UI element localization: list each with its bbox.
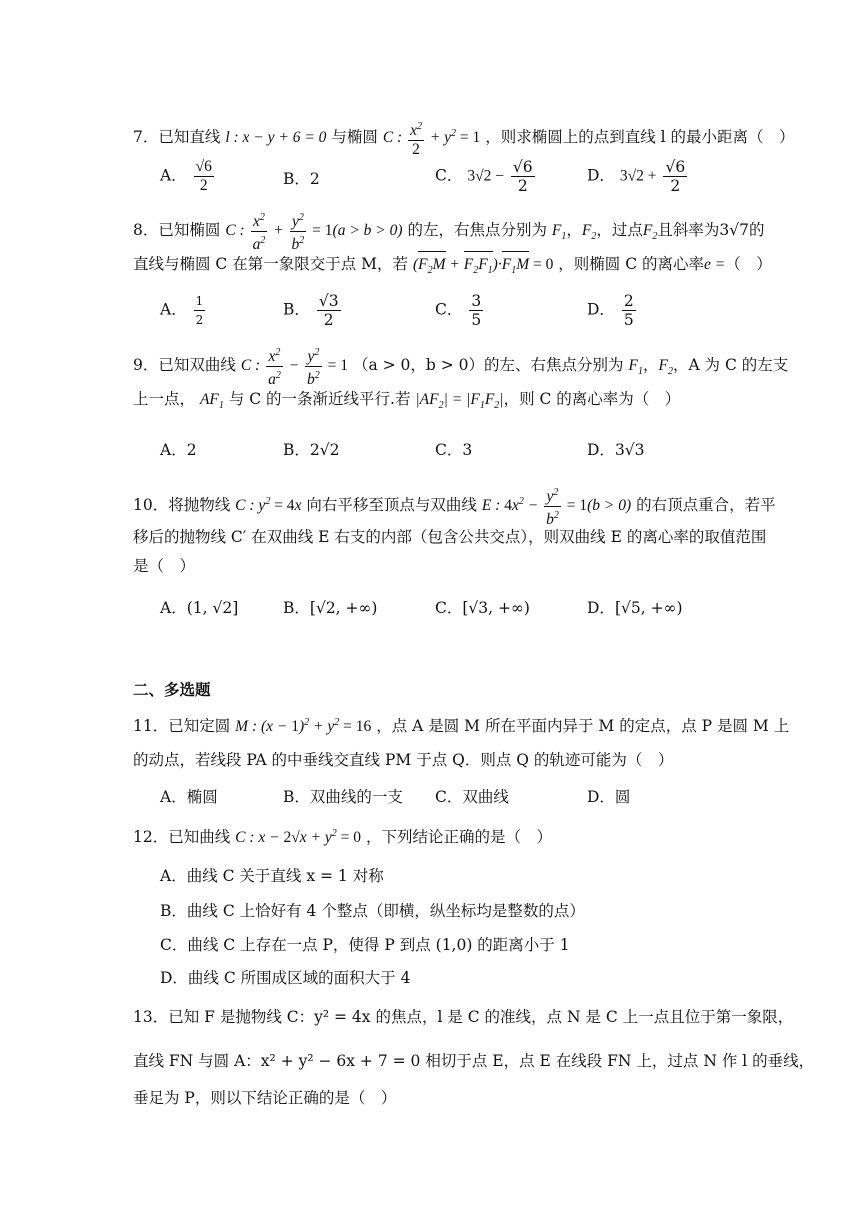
q8-option-b-value: $\frac{√3}{2}$ xyxy=(318,292,339,329)
q12-text-a: 12．已知曲线 xyxy=(133,828,231,847)
q8-eccentricity-symbol: e = xyxy=(704,256,726,273)
q9-hyperbola-equation: C : $\frac{x^2}{a^2}$ − $\frac{y^2}{b^2}$ = 1 xyxy=(241,357,348,374)
q9-option-a: A．2 xyxy=(160,441,197,459)
question-10-line-3: 是（ ） xyxy=(133,557,196,575)
q8-option-a xyxy=(160,292,207,329)
q8-option-c-label: C． xyxy=(435,300,463,319)
q10-option-d-value: [√5, +∞) xyxy=(614,599,683,617)
q8-focus-2: $F_2$ xyxy=(581,222,597,243)
q7-ellipse-equation: C : $\frac{x^2}{2}$ + $y^2 = 1$ xyxy=(383,129,480,146)
question-13-line-3: 垂足为 P，则以下结论正确的是（ ） xyxy=(133,1089,397,1107)
q7-option-c-label: C． xyxy=(435,166,463,185)
q8-option-a-label: A． xyxy=(160,300,187,319)
q8-ellipse-equation: C : $\frac{x^2}{a^2}$ + $\frac{y^2}{b^2}$ = 1(a > b > 0) xyxy=(225,222,402,239)
q10-option-c-label: C． xyxy=(435,599,463,617)
q11-option-b: B．双曲线的一支 xyxy=(283,788,403,806)
q10-option-b-value: [√2, +∞) xyxy=(309,599,378,617)
q8-text-d: 且斜率为 xyxy=(657,221,720,240)
q8-option-b-label: B． xyxy=(283,300,310,319)
q7-option-d-frac: $\frac{√6}{2}$ xyxy=(665,158,686,195)
q8-option-c xyxy=(435,292,485,329)
question-9-stem: 9．已知双曲线 C : $\frac{x^2}{a^2}$ − $\frac{y^2}{b^2}$ = 1 （a > 0，b > 0）的左、右焦点分别为 $F_1$，$F_2$，A 为 C 的左支 xyxy=(133,344,788,389)
q7-option-d xyxy=(587,158,689,195)
q8-option-d-label: D． xyxy=(587,300,615,319)
q8-text-b: 的左，右焦点分别为 xyxy=(407,221,547,240)
q11-circle-equation: M : $(x - 1)^2 + y^2 = 16$ xyxy=(235,717,372,736)
q10-option-a-value: (1, √2] xyxy=(186,599,239,617)
q10-option-a xyxy=(160,596,238,618)
question-12-stem xyxy=(133,823,552,849)
q7-option-c-value: 3√2 − xyxy=(467,167,504,185)
q11-option-d: D．圆 xyxy=(587,788,631,806)
q8-line2-text-b: ，则椭圆 C 的离心率 xyxy=(558,255,705,273)
q12-option-b: B．曲线 C 上恰好有 4 个整点（即横，纵坐标均是整数的点） xyxy=(160,902,585,920)
q7-option-a xyxy=(160,158,216,195)
q7-option-a-value: $\frac{√6}{2}$ xyxy=(195,158,212,194)
question-10-line-2: 移后的抛物线 C′ 在双曲线 E 右支的内部（包含公共交点），则双曲线 E 的离心率的取值范围 xyxy=(133,528,767,546)
q9-option-d-label: D． xyxy=(587,441,615,459)
question-9-line-2 xyxy=(133,388,680,417)
q10-text-b: 向右平移至顶点与双曲线 xyxy=(306,496,477,515)
q12-text-b: ，下列结论正确的是（ ） xyxy=(365,828,552,847)
q12-curve-equation: C : $x - 2√x + y^2 = 0$ xyxy=(235,828,361,847)
question-8-stem: 8．已知椭圆 C : $\frac{x^2}{a^2}$ + $\frac{y^2}{b^2}$ = 1(a > b > 0) 的左，右焦点分别为 $F_1$，$F_2$，过点$F_2$且斜率为3√7的 xyxy=(133,209,765,254)
question-13-line-1: 13．已知 F 是抛物线 C：y² = 4x 的焦点，l 是 C 的准线，点 N 是 C 上一点且位于第一象限， xyxy=(133,1008,794,1026)
q9-option-b-label: B． xyxy=(283,441,310,459)
q7-option-d-value: 3√2 + xyxy=(619,167,657,185)
q10-option-d-label: D． xyxy=(587,599,615,617)
question-8-line-2 xyxy=(133,253,772,282)
q9-text-b: （a > 0，b > 0）的左、右焦点分别为 xyxy=(352,356,624,375)
q10-option-b xyxy=(283,596,377,618)
q9-af1: $AF_1$ xyxy=(199,391,224,412)
q11-text-b: ，点 A 是圆 M 所在平面内异于 M 的定点，点 P 是圆 M 上 xyxy=(376,717,790,736)
q8-option-d-value: $\frac{2}{5}$ xyxy=(623,292,634,329)
q7-option-b: B．2 xyxy=(283,170,320,188)
q8-text-e: 的 xyxy=(748,221,765,240)
q11-option-c: C．双曲线 xyxy=(435,788,509,806)
q12-option-a: A．曲线 C 关于直线 x = 1 对称 xyxy=(160,867,384,885)
q9-f2: $F_2$ xyxy=(658,357,673,378)
q10-option-c-value: [√3, +∞) xyxy=(462,599,530,617)
q9-option-b xyxy=(283,438,340,460)
question-11-line-2: 的动点，若线段 PA 的中垂线交直线 PM 于点 Q．则点 Q 的轨迹可能为（ ） xyxy=(133,751,674,769)
q8-line2-text-a: 直线与椭圆 C 在第一象限交于点 M，若 xyxy=(133,255,409,273)
q8-option-d xyxy=(587,292,638,329)
q10-option-a-label: A． xyxy=(160,599,187,617)
q9-abs-condition: $|AF_2| = |F_1F_2|$ xyxy=(415,391,504,412)
q11-option-a: A．椭圆 xyxy=(160,788,218,806)
q12-option-c: C．曲线 C 上存在一点 P，使得 P 到点 (1,0) 的距离小于 1 xyxy=(160,936,570,954)
q8-foci: $F_1$ xyxy=(551,222,567,243)
q7-option-c-frac: $\frac{√6}{2}$ xyxy=(512,158,533,195)
q7-text-b: 与椭圆 xyxy=(331,128,378,147)
q9-f1: $F_1$ xyxy=(628,357,643,378)
question-13-line-2: 直线 FN 与圆 A：x² + y² − 6x + 7 = 0 相切于点 E，点 E 在线段 FN 上，过点 N 作 l 的垂线， xyxy=(133,1052,815,1070)
q9-text-c: ，A 为 C 的左支 xyxy=(672,356,789,375)
q9-line2-text-c: ，则 C 的离心率为（ ） xyxy=(503,390,681,408)
q7-option-d-label: D． xyxy=(587,166,615,185)
q9-option-b-value: 2√2 xyxy=(309,441,340,459)
q8-option-a-value: $\frac{1}{2}$ xyxy=(195,294,204,327)
q10-option-b-label: B． xyxy=(283,599,310,617)
q10-text-c: 的右顶点重合，若平 xyxy=(636,496,776,515)
q8-vector-condition: $(F_2M + F_2F_1)\cdot F_1M = 0$ xyxy=(413,256,553,273)
q9-option-d xyxy=(587,438,645,460)
q8-option-c-value: $\frac{3}{5}$ xyxy=(471,292,482,329)
q9-option-d-value: 3√3 xyxy=(614,441,645,459)
q10-option-d xyxy=(587,596,683,618)
q7-text-a: 7．已知直线 xyxy=(133,128,221,147)
q10-text-a: 10．将抛物线 xyxy=(133,496,231,515)
q8-text-a: 8．已知椭圆 xyxy=(133,221,221,240)
question-11-stem xyxy=(133,712,789,738)
q10-option-c xyxy=(435,596,530,618)
q9-line2-text-b: 与 C 的一条渐近线平行.若 xyxy=(228,390,411,408)
q10-hyperbola: E : $4x^2$ − $\frac{y^2}{b^2}$ = 1(b > 0) xyxy=(482,497,631,514)
q10-parabola: C : $y^2 = 4x$ xyxy=(235,496,302,515)
q8-line2-text-c: （ ） xyxy=(725,255,772,273)
q7-line-equation: l : x − y + 6 = 0 xyxy=(225,129,327,147)
q9-text-a: 9．已知双曲线 xyxy=(133,356,236,375)
question-10-stem xyxy=(133,484,776,529)
q12-option-d: D．曲线 C 所围成区域的面积大于 4 xyxy=(160,969,411,987)
q9-line2-text-a: 上一点， xyxy=(133,390,196,408)
q9-option-c: C．3 xyxy=(435,441,473,459)
q8-option-b xyxy=(283,292,343,329)
q7-option-c xyxy=(435,158,537,195)
section-title: 二、多选题 xyxy=(133,680,211,699)
q11-text-a: 11．已知定圆 xyxy=(133,717,231,736)
question-7-stem xyxy=(133,118,795,159)
q8-point-f2: $F_2$ xyxy=(642,222,658,243)
q7-option-a-label: A． xyxy=(160,166,187,185)
q8-text-c: ，过点 xyxy=(596,221,643,240)
q8-slope: 3√7 xyxy=(719,221,749,240)
q7-text-c: ，则求椭圆上的点到直线 l 的最小距离（ ） xyxy=(485,128,795,147)
